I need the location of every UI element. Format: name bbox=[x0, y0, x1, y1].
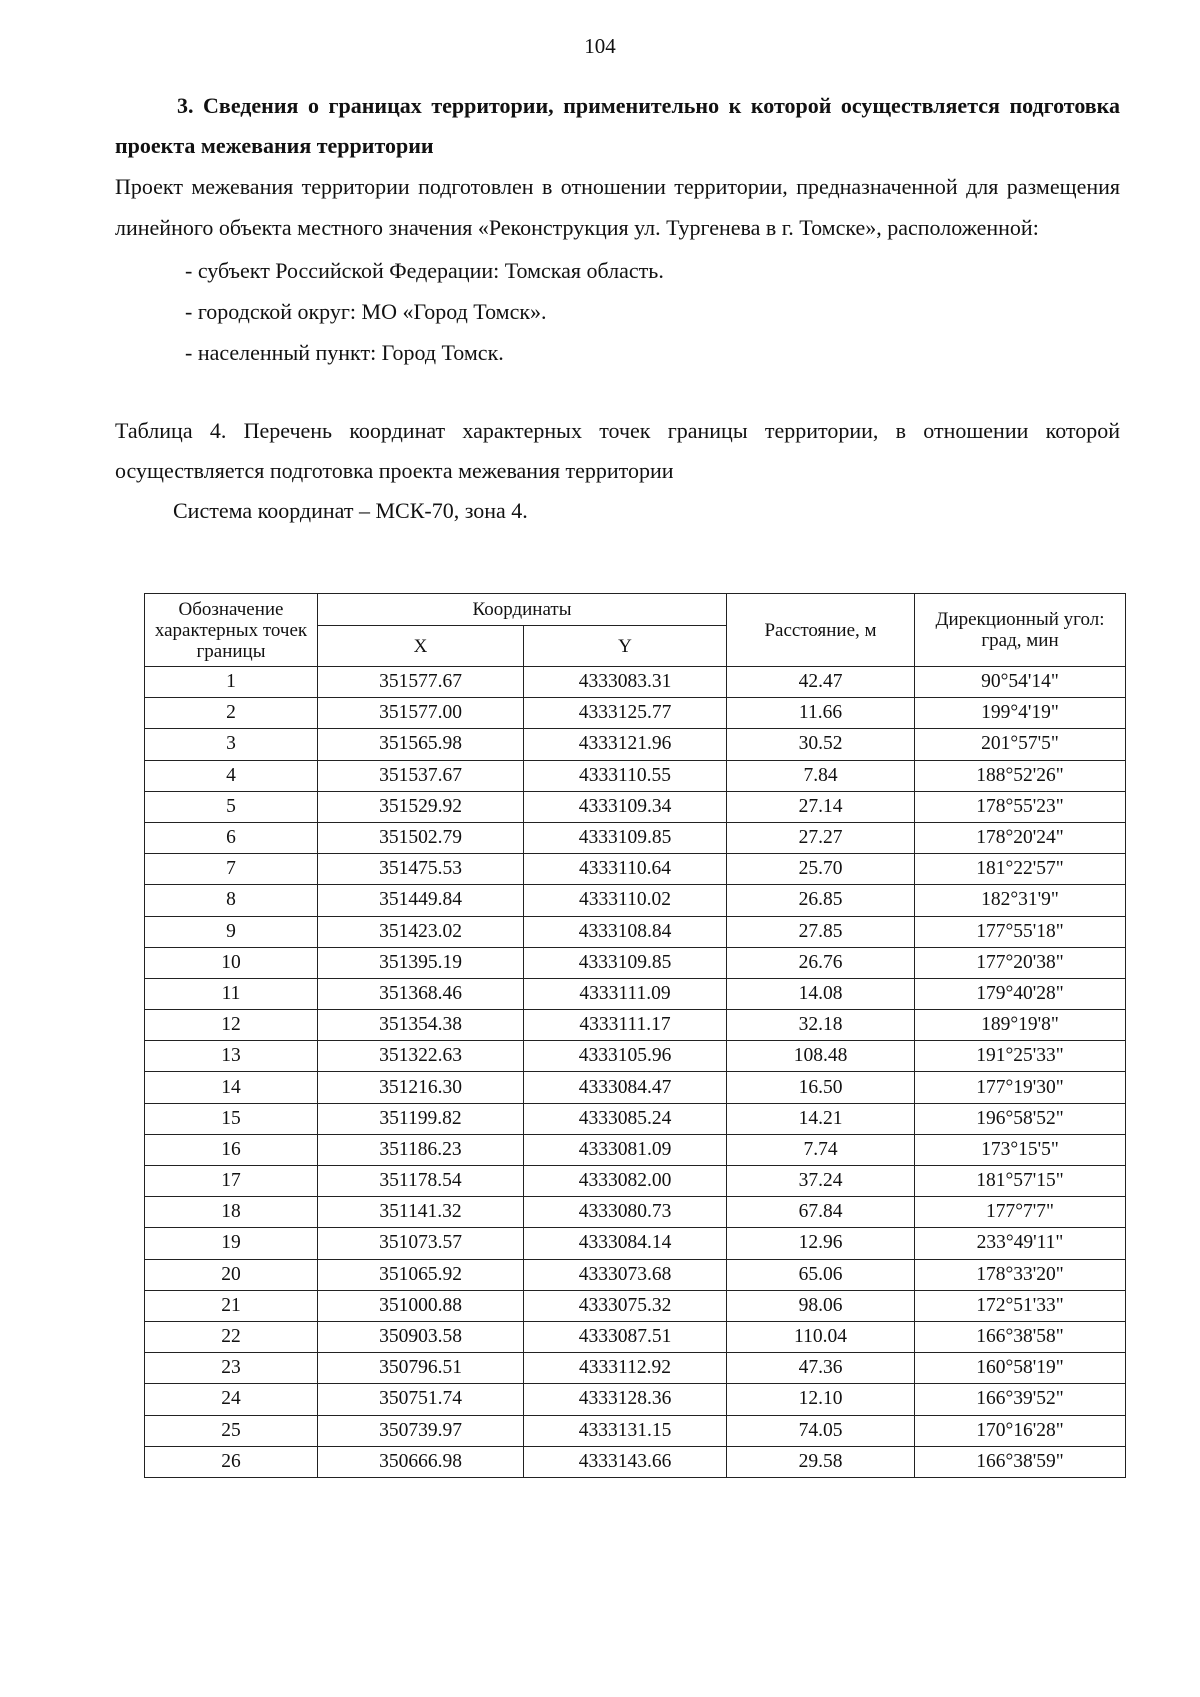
cell-angle: 160°58'19" bbox=[915, 1353, 1126, 1384]
cell-x: 351354.38 bbox=[318, 1010, 524, 1041]
table-row bbox=[145, 1321, 1126, 1352]
cell-x: 351423.02 bbox=[318, 916, 524, 947]
cell-x: 350796.51 bbox=[318, 1353, 524, 1384]
cell-point: 6 bbox=[145, 822, 318, 853]
cell-angle: 191°25'33" bbox=[915, 1041, 1126, 1072]
table-row bbox=[145, 1041, 1126, 1072]
cell-angle: 90°54'14" bbox=[915, 667, 1126, 698]
cell-y: 4333081.09 bbox=[524, 1134, 727, 1165]
cell-distance: 29.58 bbox=[727, 1446, 915, 1477]
cell-distance: 32.18 bbox=[727, 1010, 915, 1041]
table-row bbox=[145, 791, 1126, 822]
cell-y: 4333121.96 bbox=[524, 729, 727, 760]
section-content bbox=[115, 86, 1120, 531]
cell-angle: 177°7'7" bbox=[915, 1197, 1126, 1228]
cell-distance: 7.74 bbox=[727, 1134, 915, 1165]
cell-x: 351537.67 bbox=[318, 760, 524, 791]
location-item-subject: - субъект Российской Федерации: Томская область. bbox=[185, 258, 664, 283]
cell-distance: 27.27 bbox=[727, 822, 915, 853]
cell-point: 22 bbox=[145, 1321, 318, 1352]
location-list bbox=[115, 250, 1120, 373]
cell-x: 351368.46 bbox=[318, 978, 524, 1009]
table-row bbox=[145, 760, 1126, 791]
cell-y: 4333082.00 bbox=[524, 1166, 727, 1197]
section-paragraph: Проект межевания территории подготовлен в отношении территории, предназначенной для размещения линейного объекта местного значения «Реконструкция ул. Тургенева в г. Томске», расположенной: bbox=[115, 174, 1120, 240]
cell-x: 351577.00 bbox=[318, 698, 524, 729]
cell-angle: 173°15'5" bbox=[915, 1134, 1126, 1165]
table-row bbox=[145, 1228, 1126, 1259]
cell-angle: 179°40'28" bbox=[915, 978, 1126, 1009]
cell-point: 24 bbox=[145, 1384, 318, 1415]
table-row bbox=[145, 1166, 1126, 1197]
cell-y: 4333131.15 bbox=[524, 1415, 727, 1446]
cell-y: 4333128.36 bbox=[524, 1384, 727, 1415]
cell-x: 351565.98 bbox=[318, 729, 524, 760]
table-row bbox=[145, 1259, 1126, 1290]
cell-point: 3 bbox=[145, 729, 318, 760]
table-row bbox=[145, 1446, 1126, 1477]
coordinates-table bbox=[144, 593, 1126, 1478]
cell-point: 20 bbox=[145, 1259, 318, 1290]
cell-angle: 188°52'26" bbox=[915, 760, 1126, 791]
cell-y: 4333105.96 bbox=[524, 1041, 727, 1072]
cell-distance: 30.52 bbox=[727, 729, 915, 760]
cell-y: 4333110.55 bbox=[524, 760, 727, 791]
cell-angle: 166°39'52" bbox=[915, 1384, 1126, 1415]
header-point: Обозначение характерных точек границы bbox=[145, 594, 318, 667]
cell-x: 351065.92 bbox=[318, 1259, 524, 1290]
header-x: X bbox=[318, 626, 524, 667]
cell-point: 16 bbox=[145, 1134, 318, 1165]
cell-distance: 110.04 bbox=[727, 1321, 915, 1352]
cell-distance: 67.84 bbox=[727, 1197, 915, 1228]
cell-point: 26 bbox=[145, 1446, 318, 1477]
cell-y: 4333143.66 bbox=[524, 1446, 727, 1477]
location-item-district: - городской округ: МО «Город Томск». bbox=[185, 299, 547, 324]
cell-distance: 7.84 bbox=[727, 760, 915, 791]
table-row bbox=[145, 1010, 1126, 1041]
cell-x: 350751.74 bbox=[318, 1384, 524, 1415]
cell-point: 11 bbox=[145, 978, 318, 1009]
cell-angle: 178°55'23" bbox=[915, 791, 1126, 822]
cell-point: 15 bbox=[145, 1103, 318, 1134]
cell-x: 350739.97 bbox=[318, 1415, 524, 1446]
cell-point: 2 bbox=[145, 698, 318, 729]
cell-point: 10 bbox=[145, 947, 318, 978]
location-item-settlement: - населенный пункт: Город Томск. bbox=[185, 340, 504, 365]
cell-x: 351000.88 bbox=[318, 1290, 524, 1321]
cell-y: 4333111.09 bbox=[524, 978, 727, 1009]
cell-angle: 201°57'5" bbox=[915, 729, 1126, 760]
table-row bbox=[145, 667, 1126, 698]
cell-distance: 47.36 bbox=[727, 1353, 915, 1384]
cell-angle: 166°38'58" bbox=[915, 1321, 1126, 1352]
cell-x: 351073.57 bbox=[318, 1228, 524, 1259]
table-row bbox=[145, 916, 1126, 947]
cell-point: 4 bbox=[145, 760, 318, 791]
cell-distance: 12.10 bbox=[727, 1384, 915, 1415]
cell-angle: 199°4'19" bbox=[915, 698, 1126, 729]
cell-point: 13 bbox=[145, 1041, 318, 1072]
cell-distance: 14.21 bbox=[727, 1103, 915, 1134]
cell-distance: 26.76 bbox=[727, 947, 915, 978]
cell-y: 4333085.24 bbox=[524, 1103, 727, 1134]
table-row bbox=[145, 854, 1126, 885]
cell-distance: 12.96 bbox=[727, 1228, 915, 1259]
cell-point: 5 bbox=[145, 791, 318, 822]
table-body bbox=[145, 667, 1126, 1478]
cell-point: 17 bbox=[145, 1166, 318, 1197]
cell-distance: 27.14 bbox=[727, 791, 915, 822]
table-row bbox=[145, 729, 1126, 760]
table-row bbox=[145, 978, 1126, 1009]
cell-x: 351216.30 bbox=[318, 1072, 524, 1103]
cell-distance: 65.06 bbox=[727, 1259, 915, 1290]
cell-point: 12 bbox=[145, 1010, 318, 1041]
cell-angle: 181°57'15" bbox=[915, 1166, 1126, 1197]
table-row bbox=[145, 1415, 1126, 1446]
cell-angle: 196°58'52" bbox=[915, 1103, 1126, 1134]
cell-angle: 182°31'9" bbox=[915, 885, 1126, 916]
table-row bbox=[145, 1290, 1126, 1321]
cell-distance: 27.85 bbox=[727, 916, 915, 947]
cell-distance: 98.06 bbox=[727, 1290, 915, 1321]
cell-distance: 16.50 bbox=[727, 1072, 915, 1103]
cell-x: 351199.82 bbox=[318, 1103, 524, 1134]
cell-y: 4333084.14 bbox=[524, 1228, 727, 1259]
cell-angle: 178°20'24" bbox=[915, 822, 1126, 853]
cell-distance: 26.85 bbox=[727, 885, 915, 916]
cell-x: 351178.54 bbox=[318, 1166, 524, 1197]
cell-x: 351475.53 bbox=[318, 854, 524, 885]
cell-distance: 74.05 bbox=[727, 1415, 915, 1446]
cell-distance: 14.08 bbox=[727, 978, 915, 1009]
header-distance: Расстояние, м bbox=[727, 594, 915, 667]
cell-x: 351395.19 bbox=[318, 947, 524, 978]
cell-y: 4333109.85 bbox=[524, 822, 727, 853]
cell-point: 9 bbox=[145, 916, 318, 947]
cell-distance: 42.47 bbox=[727, 667, 915, 698]
header-angle: Дирекционный угол: град, мин bbox=[915, 594, 1126, 667]
cell-y: 4333080.73 bbox=[524, 1197, 727, 1228]
cell-angle: 177°55'18" bbox=[915, 916, 1126, 947]
header-coordinates: Координаты bbox=[318, 594, 727, 626]
cell-point: 14 bbox=[145, 1072, 318, 1103]
cell-point: 8 bbox=[145, 885, 318, 916]
coordinate-system: Система координат – МСК-70, зона 4. bbox=[173, 498, 528, 523]
cell-y: 4333125.77 bbox=[524, 698, 727, 729]
page-number: 104 bbox=[584, 34, 616, 58]
section-heading: 3. Сведения о границах территории, применительно к которой осуществляется подготовка проекта межевания территории bbox=[115, 93, 1120, 158]
cell-x: 351141.32 bbox=[318, 1197, 524, 1228]
cell-angle: 181°22'57" bbox=[915, 854, 1126, 885]
cell-x: 351502.79 bbox=[318, 822, 524, 853]
cell-angle: 172°51'33" bbox=[915, 1290, 1126, 1321]
table-caption: Таблица 4. Перечень координат характерных точек границы территории, в отношении которой осуществляется подготовка проекта межевания территории bbox=[115, 418, 1120, 483]
cell-y: 4333110.64 bbox=[524, 854, 727, 885]
cell-y: 4333112.92 bbox=[524, 1353, 727, 1384]
table-row bbox=[145, 885, 1126, 916]
table-row bbox=[145, 947, 1126, 978]
cell-angle: 177°20'38" bbox=[915, 947, 1126, 978]
cell-point: 21 bbox=[145, 1290, 318, 1321]
cell-x: 351322.63 bbox=[318, 1041, 524, 1072]
cell-x: 351577.67 bbox=[318, 667, 524, 698]
cell-y: 4333083.31 bbox=[524, 667, 727, 698]
cell-y: 4333109.34 bbox=[524, 791, 727, 822]
cell-y: 4333111.17 bbox=[524, 1010, 727, 1041]
cell-y: 4333073.68 bbox=[524, 1259, 727, 1290]
table-row bbox=[145, 698, 1126, 729]
cell-angle: 189°19'8" bbox=[915, 1010, 1126, 1041]
cell-distance: 11.66 bbox=[727, 698, 915, 729]
table-row bbox=[145, 1384, 1126, 1415]
cell-y: 4333075.32 bbox=[524, 1290, 727, 1321]
cell-x: 350666.98 bbox=[318, 1446, 524, 1477]
cell-distance: 25.70 bbox=[727, 854, 915, 885]
cell-angle: 178°33'20" bbox=[915, 1259, 1126, 1290]
cell-point: 1 bbox=[145, 667, 318, 698]
cell-distance: 37.24 bbox=[727, 1166, 915, 1197]
cell-angle: 166°38'59" bbox=[915, 1446, 1126, 1477]
cell-point: 7 bbox=[145, 854, 318, 885]
cell-y: 4333084.47 bbox=[524, 1072, 727, 1103]
cell-point: 23 bbox=[145, 1353, 318, 1384]
cell-distance: 108.48 bbox=[727, 1041, 915, 1072]
cell-x: 351186.23 bbox=[318, 1134, 524, 1165]
table-row bbox=[145, 822, 1126, 853]
cell-x: 350903.58 bbox=[318, 1321, 524, 1352]
cell-y: 4333108.84 bbox=[524, 916, 727, 947]
cell-x: 351449.84 bbox=[318, 885, 524, 916]
header-y: Y bbox=[524, 626, 727, 667]
cell-point: 25 bbox=[145, 1415, 318, 1446]
cell-angle: 233°49'11" bbox=[915, 1228, 1126, 1259]
cell-x: 351529.92 bbox=[318, 791, 524, 822]
cell-point: 18 bbox=[145, 1197, 318, 1228]
table-row bbox=[145, 1072, 1126, 1103]
table-row bbox=[145, 1197, 1126, 1228]
table-row bbox=[145, 1103, 1126, 1134]
cell-point: 19 bbox=[145, 1228, 318, 1259]
cell-angle: 170°16'28" bbox=[915, 1415, 1126, 1446]
table-row bbox=[145, 1134, 1126, 1165]
cell-y: 4333087.51 bbox=[524, 1321, 727, 1352]
cell-angle: 177°19'30" bbox=[915, 1072, 1126, 1103]
cell-y: 4333109.85 bbox=[524, 947, 727, 978]
cell-y: 4333110.02 bbox=[524, 885, 727, 916]
table-row bbox=[145, 1353, 1126, 1384]
